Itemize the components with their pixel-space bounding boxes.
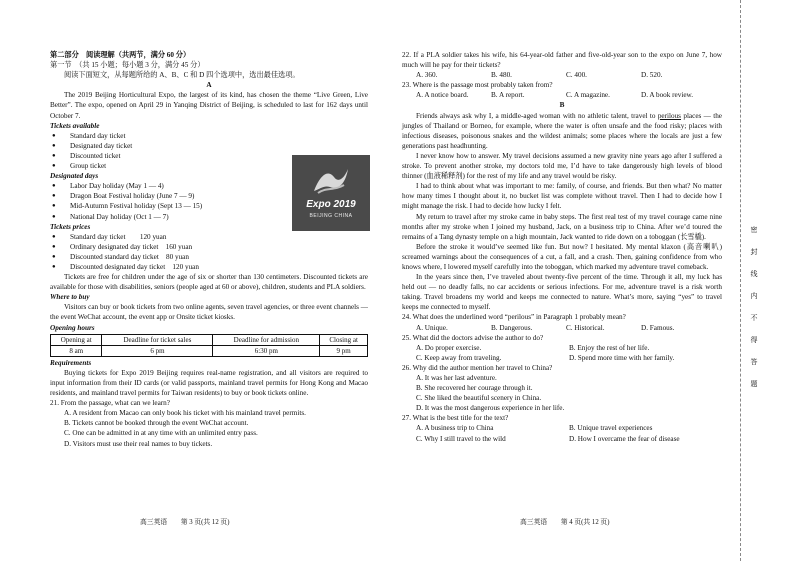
option: D. 520. [641, 71, 663, 80]
options-row [402, 353, 722, 363]
table-header-cell: Deadline for ticket sales [102, 334, 213, 345]
option: A. 360. [416, 71, 438, 80]
options-row [402, 323, 722, 333]
list-item: ● Dragon Boat Festival holiday (June 7 — 9) [50, 191, 368, 201]
option: A. A notice board. [416, 91, 469, 100]
right-page-footer: 高三英语 第 4 页(共 12 页) [520, 519, 610, 526]
question-25: 25. What did the doctors advise the author to do? [402, 333, 544, 342]
table-row [51, 334, 368, 345]
option: D. How I overcame the fear of disease [569, 434, 680, 443]
option: C. Why I still travel to the wild [416, 434, 506, 443]
option: D. Spend more time with her family. [569, 353, 675, 362]
seal-char: 线 [750, 270, 758, 278]
tickets-available-heading: Tickets available [50, 121, 100, 130]
table-header-cell: Deadline for admission [213, 334, 320, 345]
subsection-title: 第一节 （共 15 小题；每小题 3 分，满分 45 分） [50, 61, 205, 70]
option: C. 400. [566, 71, 587, 80]
table-cell: 6 pm [102, 345, 213, 356]
passage-letter-b: B [559, 101, 565, 110]
table-cell: 6:30 pm [213, 345, 320, 356]
option: B. She recovered her courage through it. [416, 384, 533, 393]
list-item: ● National Day holiday (Oct 1 — 7) [50, 212, 368, 222]
seal-char: 不 [750, 314, 758, 322]
list-item: ● Discounted standard day ticket 80 yuan [50, 252, 368, 262]
table-row [51, 345, 368, 356]
paragraph: I never know how to answer. My travel decisions assumed a new gravity nine years ago after I suffered a stroke. To prevent another stroke, my doctors told me, I’d have to take dangerously high levels of blood thinner (血液稀释剂) for the rest of my life and any travel would be risky. [402, 151, 722, 181]
list-item: ● Standard day ticket [50, 131, 368, 141]
table-cell: 8 am [51, 345, 102, 356]
requirements-heading: Requirements [50, 358, 92, 367]
options-row [402, 434, 722, 444]
question-24: 24. What does the underlined word “perilous” in Paragraph 1 probably mean? [402, 313, 626, 322]
paragraph: Friends always ask why I, a middle-aged woman with no athletic talent, travel to perilous places — the jungles of Thailand or Borneo, for example, where the water is often unsafe and the food risky; places with infectious diseases, poisonous snakes and the wildest animals; some places where the locals are just a few generations past headhunting. [402, 111, 722, 150]
seal-char: 题 [750, 380, 758, 388]
option: B. 480. [491, 71, 512, 80]
instruction: 阅读下面短文，从每题所给的 A、B、C 和 D 四个选项中，选出最佳选项。 [64, 71, 300, 80]
requirements-text: Buying tickets for Expo 2019 Beijing requires real-name registration, and all visitors are required to input information from their ID cards (or valid passports, mainland travel permits for Hong Kong and Macao residents, and mainland travel permits for Taiwan residents) to buy or book tickets online. [50, 368, 368, 398]
option: A. A business trip to China [416, 424, 494, 433]
seal-char: 答 [750, 358, 758, 366]
table-cell: 9 pm [320, 345, 368, 356]
paragraph: My return to travel after my stroke came in baby steps. The first real test of my travel courage came nine months after my stroke when I joined my husband, Jack, on a business trip to China. After we’d toured the remains of a Tang dynasty temple on a high mountain, Jack wanted to ride down on a toboggan (长雪橇). [402, 212, 722, 241]
expo-emblem-icon [310, 165, 352, 197]
seal-char: 封 [750, 248, 758, 256]
seal-char: 内 [750, 292, 758, 300]
question-21: 21. From the passage, what can we learn? [50, 399, 170, 408]
option: C. One can be admitted in at any time with an unlimited entry pass. [64, 429, 258, 438]
where-to-buy-text: Visitors can buy or book tickets from two online agents, seven travel agencies, or three event channels — the event WeChat account, the event app or Onsite ticket kiosks. [50, 303, 368, 322]
opening-hours-heading: Opening hours [50, 323, 95, 332]
section-title: 第二部分 阅读理解（共两节，满分 60 分） [50, 51, 191, 59]
passage-letter-a: A [206, 81, 212, 90]
where-to-buy-heading: Where to buy [50, 293, 90, 302]
option: A. It was her last adventure. [416, 374, 497, 382]
table-header-cell: Opening at [51, 334, 102, 345]
option: D. Visitors must use their real names to buy tickets. [64, 439, 213, 448]
seal-char: 密 [750, 226, 758, 234]
option: B. Enjoy the rest of her life. [569, 343, 650, 352]
option: D. It was the most dangerous experience in her life. [416, 404, 565, 413]
option: C. Keep away from traveling. [416, 353, 502, 362]
seal-char: 得 [750, 336, 758, 344]
option: B. Unique travel experiences [569, 424, 653, 433]
logo-brand-text: Expo 2019 [306, 199, 356, 210]
option: A. A resident from Macao can only book his ticket with his mainland travel permits. [64, 409, 306, 418]
passage-intro: The 2019 Beijing Horticultural Expo, the largest of its kind, has chosen the theme “Live Green, Live Better”. The expo, opened on April 29 in Yanqing District of Beijing, is scheduled to last for 162 days until October 7. [50, 91, 368, 120]
option: B. A report. [491, 91, 525, 100]
free-ticket-text: Tickets are free for children under the age of six or shorter than 130 centimeters. Discounted tickets are available for those with disabilities, seniors (people aged at 60 or above), children, students and PLA soldiers. [50, 273, 368, 292]
table-header-cell: Closing at [320, 334, 368, 345]
option: C. A magazine. [566, 91, 610, 100]
question-27: 27. What is the best title for the text? [402, 414, 509, 423]
option: A. Unique. [416, 323, 448, 332]
list-item: ● Labor Day holiday (May 1 — 4) [50, 181, 368, 191]
seal-line-notice [748, 225, 760, 401]
left-column [50, 50, 368, 449]
ticket-prices-heading: Tickets prices [50, 222, 91, 231]
option: A. Do proper exercise. [416, 343, 482, 352]
list-item: ● Ordinary designated day ticket 160 yuan [50, 242, 368, 252]
question-22: 22. If a PLA soldier takes his wife, his 64-year-old father and five-old-year son to the expo on June 7, how much will he pay for their tickets? [402, 51, 722, 70]
question-23: 23. Where is the passage most probably taken from? [402, 81, 553, 90]
list-item: ● Mid-Autumn Festival holiday (Sept 13 — 15) [50, 201, 368, 211]
paragraph: I had to think about what was important to me: family, of course, and friends. But then what? No matter how many times I thought about it, no bucket list was complete without travel. Then I had to decide how I might manage the risk. I had to decide how lucky I felt. [402, 182, 722, 211]
option: B. Tickets cannot be booked through the event WeChat account. [64, 419, 249, 428]
option: C. She liked the beautiful scenery in China. [416, 394, 542, 403]
options-row [402, 343, 722, 353]
list-item: ● Discounted designated day ticket 120 yuan [50, 262, 368, 272]
option: C. Historical. [566, 323, 605, 332]
options-row [402, 423, 722, 433]
list-item: ● Group ticket [50, 161, 368, 171]
options-row [402, 70, 722, 80]
logo-subtext: BEIJING CHINA [309, 213, 353, 219]
right-column [402, 50, 722, 444]
option: B. Dangerous. [491, 323, 533, 332]
options-row [402, 90, 722, 100]
list-item: ● Designated day ticket [50, 141, 368, 151]
option: D. A book review. [641, 91, 694, 100]
paragraph: Before the stroke it would’ve seemed like fun. But now? I hesitated. My mental klaxon (高音喇叭) screamed warnings about the consequences of a cut, a fall, and a crash. Then, gaining confidence from who knows where, I lowered myself carefully into the toboggan, which marked my adventure travel comeback. [402, 242, 722, 271]
list-item: ● Discounted ticket [50, 151, 368, 161]
expo-logo [292, 155, 370, 231]
paragraph: In the years since then, I’ve traveled about twenty-five percent of the time. Through it all, my luck has held out — no deadly falls, no car accidents or serious infections. For me, adventure travel is a risk worth taking. Travel broadens my world and keeps me connected to nature. What’s more, saying “yes” to travel keeps me connected to myself. [402, 273, 722, 312]
seal-line [740, 0, 741, 561]
question-26: 26. Why did the author mention her travel to China? [402, 363, 553, 372]
designated-days-heading: Designated days [50, 172, 99, 181]
opening-hours-table [50, 334, 368, 357]
option: D. Famous. [641, 323, 675, 332]
list-item: ● Standard day ticket 120 yuan [50, 232, 368, 242]
left-page-footer: 高三英语 第 3 页(共 12 页) [140, 519, 230, 526]
